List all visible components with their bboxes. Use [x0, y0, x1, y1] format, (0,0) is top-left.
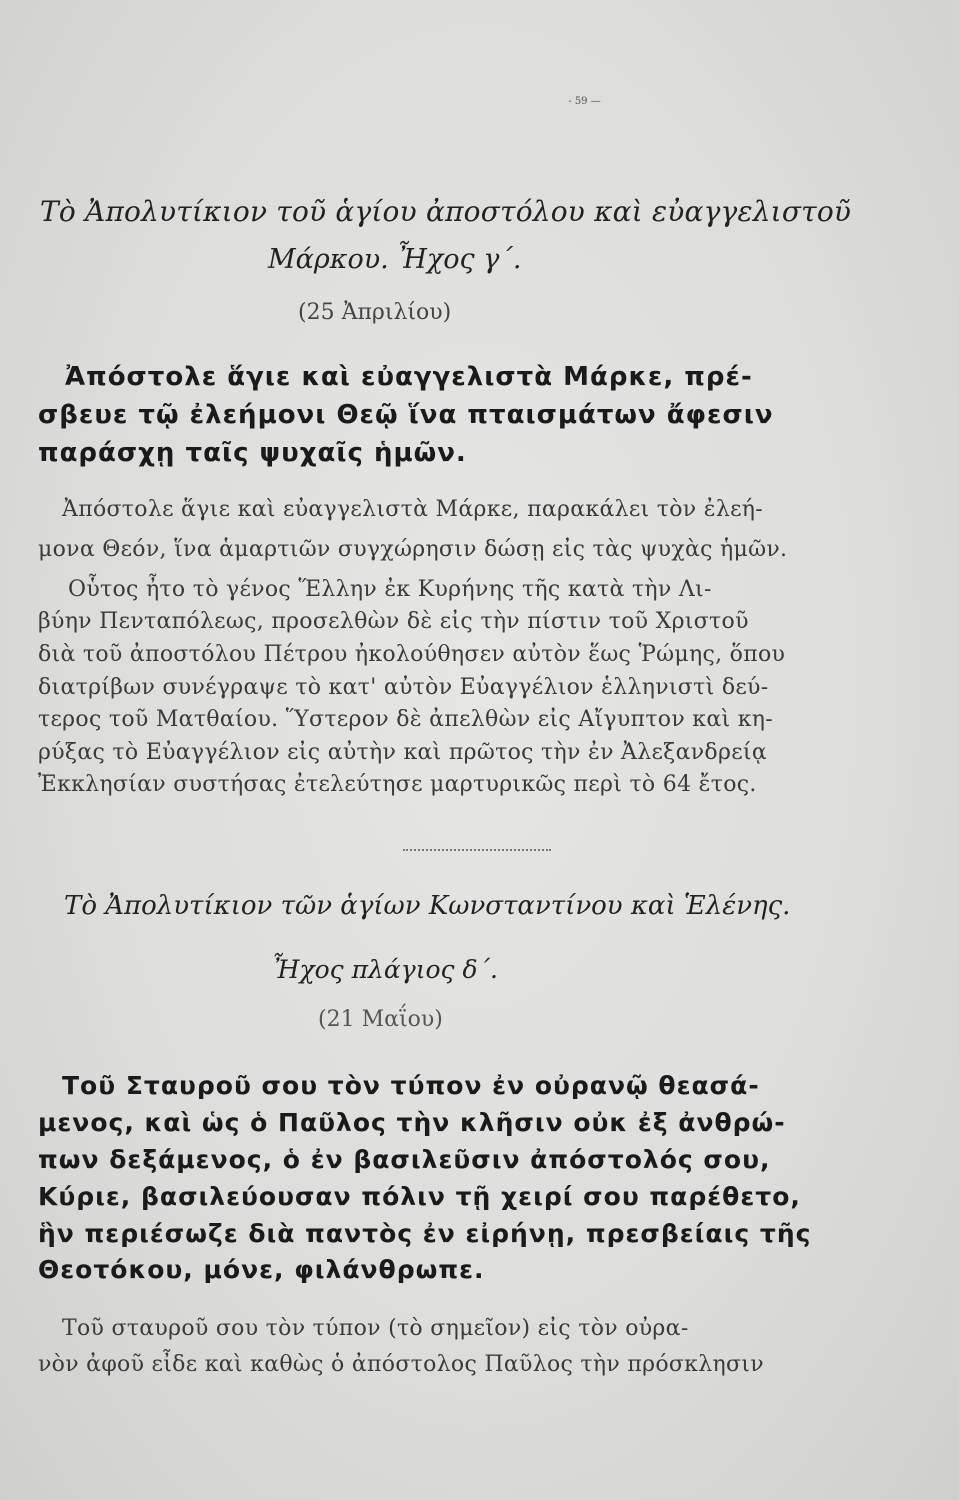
section2-date: (21 Μαΐου) — [318, 1007, 443, 1032]
hymn2-line: Θεοτόκου, μόνε, φιλάνθρωπε. — [38, 1255, 485, 1284]
hymn1-line: σβευε τῷ ἐλεήμονι Θεῷ ἵνα πταισμάτων ἄφεσιν — [38, 400, 774, 430]
text2-line: Τοῦ σταυροῦ σου τὸν τύπον (τὸ σημεῖον) εἰς τὸν οὐρα- — [62, 1316, 689, 1341]
text1-line: μονα Θεόν, ἵνα ἁμαρτιῶν συγχώρησιν δώσῃ εἰς τὰς ψυχὰς ἡμῶν. — [38, 537, 788, 562]
text1-line: Ἐκκλησίαν συστήσας ἐτελεύτησε μαρτυρικῶς περὶ τὸ 64 ἔτος. — [38, 772, 757, 797]
section2-mode: Ἦχος πλάγιος δ΄. — [272, 955, 498, 984]
text1-line: Ἀπόστολε ἅγιε καὶ εὐαγγελιστὰ Μάρκε, παρακάλει τὸν ἐλεή- — [62, 497, 764, 522]
section1-date: (25 Ἀπριλίου) — [298, 300, 452, 325]
hymn2-line: ἣν περιέσωζε διὰ παντὸς ἐν εἰρήνῃ, πρεσβείαις τῆς — [38, 1219, 812, 1248]
hymn1-line: Ἀπόστολε ἅγιε καὶ εὐαγγελιστὰ Μάρκε, πρέ- — [65, 362, 753, 392]
text1-line: Οὗτος ἦτο τὸ γένος Ἕλλην ἐκ Κυρήνης τῆς κατὰ τὴν Λι- — [68, 577, 712, 602]
text1-line: διὰ τοῦ ἀποστόλου Πέτρου ἠκολούθησεν αὐτὸν ἕως Ῥώμης, ὅπου — [38, 642, 786, 667]
hymn2-line: πων δεξάμενος, ὁ ἐν βασιλεῦσιν ἀπόστολός σου, — [38, 1145, 771, 1174]
hymn1-line: παράσχῃ ταῖς ψυχαῖς ἡμῶν. — [38, 438, 467, 468]
section2-title: Τὸ Ἀπολυτίκιον τῶν ἁγίων Κωνσταντίνου καὶ Ἑλένης. — [64, 891, 791, 921]
text1-line: διατρίβων συνέγραψε τὸ κατ' αὐτὸν Εὐαγγέλιον ἑλληνιστὶ δεύ- — [38, 675, 769, 700]
page-number: - 59 — — [568, 96, 601, 107]
section1-mode: Μάρκου. Ἦχος γ΄. — [268, 244, 522, 275]
section1-title: Τὸ Ἀπολυτίκιον τοῦ ἁγίου ἀποστόλου καὶ εὐαγγελιστοῦ — [40, 195, 852, 228]
hymn2-line: μενος, καὶ ὡς ὁ Παῦλος τὴν κλῆσιν οὐκ ἐξ ἀνθρώ- — [38, 1108, 786, 1137]
text2-line: νὸν ἀφοῦ εἶδε καὶ καθὼς ὁ ἀπόστολος Παῦλος τὴν πρόσκλησιν — [38, 1352, 764, 1377]
hymn2-line: Τοῦ Σταυροῦ σου τὸν τύπον ἐν οὐρανῷ θεασά- — [62, 1071, 760, 1100]
section-divider — [403, 849, 551, 851]
text1-line: ρύξας τὸ Εὐαγγέλιον εἰς αὐτὴν καὶ πρῶτος τὴν ἐν Ἀλεξανδρείᾳ — [38, 740, 767, 765]
text1-line: τερος τοῦ Ματθαίου. Ὕστερον δὲ ἀπελθὼν εἰς Αἴγυπτον καὶ κη- — [38, 707, 773, 732]
hymn2-line: Κύριε, βασιλεύουσαν πόλιν τῇ χειρί σου παρέθετο, — [38, 1182, 801, 1211]
text1-line: βύην Πενταπόλεως, προσελθὼν δὲ εἰς τὴν πίστιν τοῦ Χριστοῦ — [38, 609, 749, 634]
